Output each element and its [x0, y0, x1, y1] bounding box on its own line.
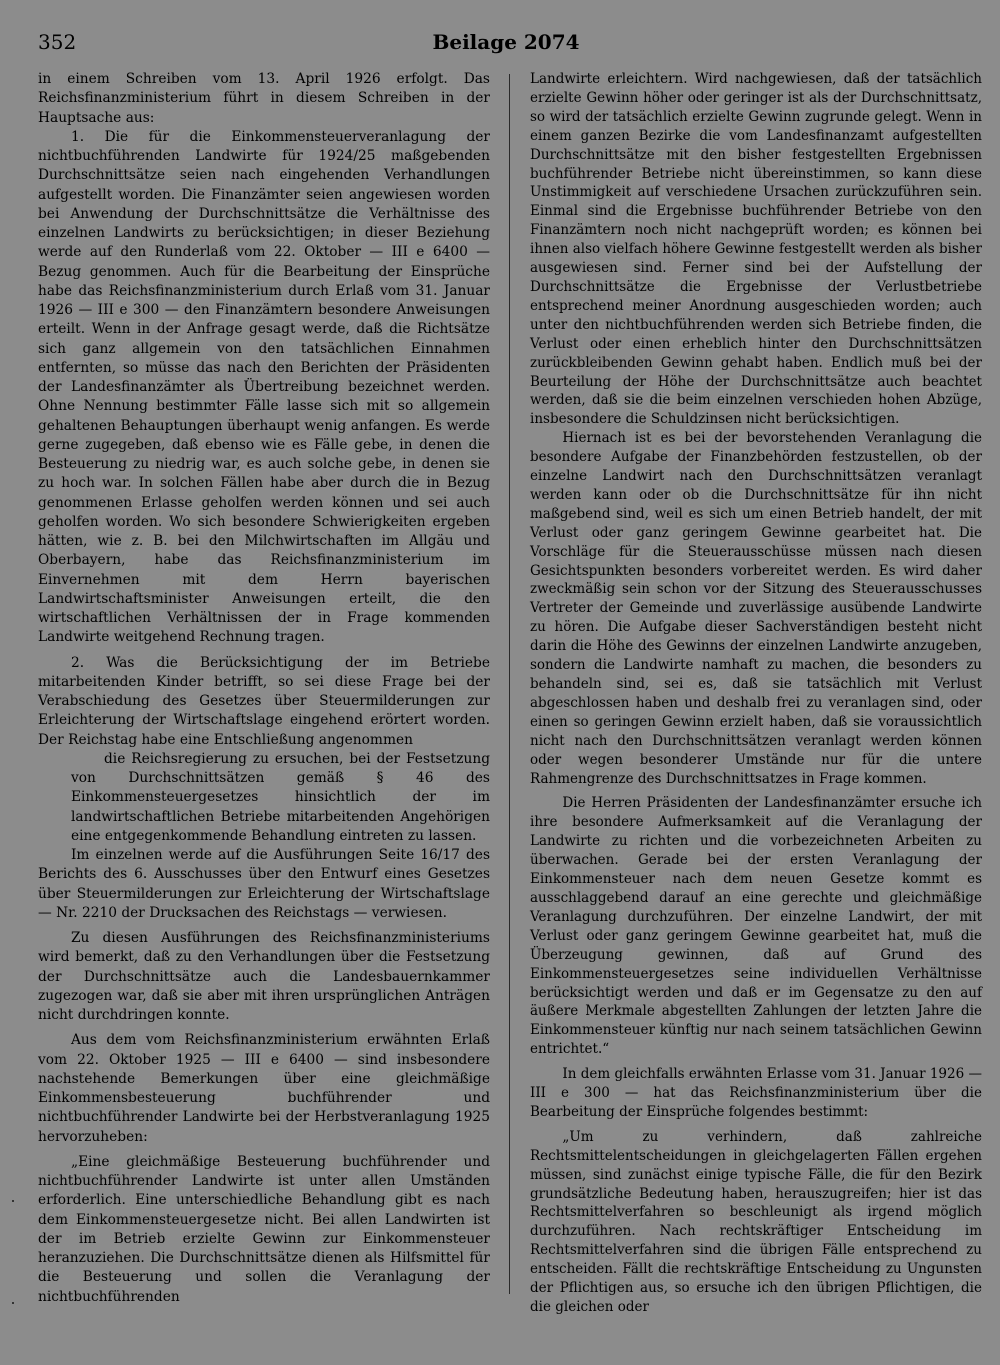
- paragraph: Hiernach ist es bei der bevorstehenden Veranlagung die besondere Aufgabe der Finanzbehörden festzustellen, ob der einzelne Landwirt nach den Durchschnittsätzen veranlagt werden kann oder ob die Durchschnittsätze für ihn nicht maßgebend sind, weil es sich um einen Betrieb handelt, der mit Verlust oder ganz geringem Gewinne gearbeitet hat. Die Vorschläge für die Steuerausschüsse müssen nach diesen Gesichtspunkten besonders vorbereitet werden. Es wird daher zweckmäßig sein schon vor der Sitzung des Steuerausschusses Vertreter der Gemeinde und zuverlässige ausübende Landwirte zu hören. Die Aufgabe dieser Sachverständigen besteht nicht darin die Höhe des Gewinns der einzelnen Landwirte anzugeben, sondern die Landwirte namhaft zu machen, die besonders zu behandeln sind, sei es, daß sie tatsächlich mit Verlust abgeschlossen haben und deshalb frei zu veranlagen sind, oder einen so geringen Gewinn erzielt haben, daß sie voraussichtlich nicht nach den Durchschnittsätzen veranlagt werden können oder wegen besonderer Umstände nur für die untere Rahmengrenze des Durchschnittsatzes in Frage kommen.: [530, 430, 982, 787]
- paragraph: In dem gleichfalls erwähnten Erlasse vom 31. Januar 1926 — III e 300 — hat das Reichsfinanzministerium über die Bearbeitung der Einsprüche folgendes bestimmt:: [530, 1066, 982, 1120]
- paragraph: Aus dem vom Reichsfinanzministerium erwähnten Erlaß vom 22. Oktober 1925 — III e 6400 — sind insbesondere nachstehende Bemerkungen über eine gleichmäßige Einkommensbesteuerung buchführender und nichtbuchführender Landwirte bei der Herbstveranlagung 1925 hervorzuheben:: [38, 1032, 490, 1145]
- right-column: [530, 70, 982, 1317]
- paragraph: Im einzelnen werde auf die Ausführungen Seite 16/17 des Berichts des 6. Ausschusses über den Entwurf eines Gesetzes über Steuermilderungen zur Erleichterung der Wirtschaftslage — Nr. 2210 der Drucksachen des Reichstags — verwiesen.: [38, 847, 490, 921]
- column-divider: [509, 74, 510, 1294]
- paragraph: Landwirte erleichtern. Wird nachgewiesen, daß der tatsächlich erzielte Gewinn höher oder geringer ist als der Durchschnittsatz, so wird der tatsächlich erzielte Gewinn zugrunde gelegt. Wenn in einem ganzen Bezirke die vom Landesfinanzamt aufgestellten Durchschnittsätze mit den bisher festgestellten Ergebnissen buchführender Betriebe nicht übereinstimmen, so kann diese Unstimmigkeit auf verschiedene Ursachen zurückzuführen sein. Einmal sind die Ergebnisse buchführender Betriebe von den Finanzämtern noch nicht nachgeprüft worden; es können bei ihnen also vielfach höhere Gewinne festgestellt werden als bisher ausgewiesen sind. Ferner sind bei der Aufstellung der Durchschnittsätze die Ergebnisse der Verlustbetriebe entsprechend meiner Anordnung ausgeschieden worden; auch unter den nichtbuchführenden werden sich Betriebe finden, die Verlust oder einen erheblich hinter den Durchschnittsätzen zurückbleibenden Gewinn gehabt haben. Endlich muß bei der Beurteilung der Höhe der Durchschnittsätze auch beachtet werden, daß sie die beim einzelnen verschieden hohen Abzüge, insbesondere die Schuldzinsen nicht berücksichtigen.: [530, 71, 982, 428]
- paragraph: „Eine gleichmäßige Besteuerung buchführender und nichtbuchführender Landwirte ist unter allen Umständen erforderlich. Eine unterschiedliche Behandlung gibt es nach dem Einkommensteuergesetze nicht. Bei allen Landwirten ist der im Betrieb erzielte Gewinn zur Einkommensteuer heranzuziehen. Die Durchschnittsätze dienen als Hilfsmittel für die Besteuerung und sollen die Veranlagung der nichtbuchführenden: [38, 1153, 490, 1305]
- paragraph: „Um zu verhindern, daß zahlreiche Rechtsmittelentscheidungen in gleichgelagerten Fällen ergehen müssen, sind zunächst einige typische Fälle, die für den Bezirk grundsätzliche Bedeutung haben, herauszugreifen; hier ist das Rechtsmittelverfahren so beschleunigt als irgend möglich durchzuführen. Nach rechtskräftiger Entscheidung im Rechtsmittelverfahren sind die übrigen Fälle entsprechend zu entscheiden. Fällt die rechtskräftige Entscheidung zu Ungunsten der Pflichtigen aus, so ersuche ich den übrigen Pflichtigen, die die gleichen oder: [530, 1128, 982, 1315]
- page-header: [38, 30, 974, 58]
- scan-speck: [12, 1200, 14, 1202]
- left-column: [38, 70, 490, 1307]
- page-number: 352: [38, 30, 77, 54]
- paragraph: Die Herren Präsidenten der Landesfinanzämter ersuche ich ihre besondere Aufmerksamkeit auf die Veranlagung der Landwirte zu richten und die vorbezeichneten Arbeiten zu überwachen. Gerade bei der ersten Veranlagung der Einkommensteuer nach dem neuen Gesetze kommt es ausschlaggebend darauf an eine gerechte und gleichmäßige Veranlagung durchzuführen. Der einzelne Landwirt, der mit Verlust oder ganz geringem Gewinne gearbeitet hat, muß die Überzeugung gewinnen, daß auf Grund des Einkommensteuergesetzes seine individuellen Verhältnisse berücksichtigt werden und daß er im Gegensatze zu den auf äußere Merkmale abgestellten Zahlungen der letzten Jahre die Einkommensteuer künftig nur nach seinem tatsächlichen Gewinn entrichtet.“: [530, 795, 982, 1058]
- quoted-resolution: die Reichsregierung zu ersuchen, bei der Festsetzung von Durchschnittsätzen gemäß § 46 des Einkommensteuergesetzes hinsichtlich der im landwirtschaftlichen Betriebe mitarbeitenden Angehörigen eine entgegenkommende Behandlung eintreten zu lassen.: [71, 750, 490, 844]
- scan-speck: [12, 1302, 14, 1304]
- paragraph: 2. Was die Berücksichtigung der im Betriebe mitarbeitenden Kinder betrifft, so sei diese Frage bei der Verabschiedung des Gesetzes über Steuermilderungen zur Erleichterung der Wirtschaftslage eingehend erörtert worden. Der Reichstag habe eine Entschließung angenommen: [38, 654, 490, 748]
- running-head: Beilage 2074: [432, 30, 580, 54]
- paragraph: 1. Die für die Einkommensteuerveranlagung der nichtbuchführenden Landwirte für 1924/25 maßgebenden Durchschnittsätze seien nach eingehenden Verhandlungen aufgestellt worden. Die Finanzämter seien angewiesen worden bei Anwendung der Durchschnittsätze die Verhältnisse des einzelnen Landwirts zu berücksichtigen; in dieser Beziehung werde auf den Runderlaß vom 22. Oktober — III e 6400 — Bezug genommen. Auch für die Bearbeitung der Einsprüche habe das Reichsfinanzministerium durch Erlaß vom 31. Januar 1926 — III e 300 — den Finanzämtern besondere Anweisungen erteilt. Wenn in der Anfrage gesagt werde, daß die Richtsätze sich ganz allgemein von den tatsächlichen Einnahmen entfernten, so müsse das nach den Berichten der Präsidenten der Landesfinanzämter als Übertreibung bezeichnet werden. Ohne Nennung bestimmter Fälle lasse sich mit so allgemein gehaltenen Behauptungen überhaupt wenig anfangen. Es werde gerne zugegeben, daß ebenso wie es Fälle gebe, in denen die Besteuerung zu niedrig war, es auch solche gebe, in denen sie zu hoch war. In solchen Fällen habe aber durch die in Bezug genommenen Erlasse geholfen werden können und sei auch geholfen worden. Wo sich besondere Schwierigkeiten ergeben hätten, wie z. B. bei den Milchwirtschaften im Allgäu und Oberbayern, habe das Reichsfinanzministerium im Einvernehmen mit dem Herrn bayerischen Landwirtschaftsminister Anweisungen erteilt, die den wirtschaftlichen Verhältnissen der in Frage kommenden Landwirte weitgehend Rechnung tragen.: [38, 128, 490, 646]
- paragraph: Zu diesen Ausführungen des Reichsfinanzministeriums wird bemerkt, daß zu den Verhandlungen über die Festsetzung der Durchschnittsätze auch die Landesbauernkammer zugezogen war, daß sie aber mit ihren ursprünglichen Anträgen nicht durchdringen konnte.: [38, 930, 490, 1023]
- paragraph: in einem Schreiben vom 13. April 1926 erfolgt. Das Reichsfinanzministerium führt in diesem Schreiben in der Hauptsache aus:: [38, 71, 490, 126]
